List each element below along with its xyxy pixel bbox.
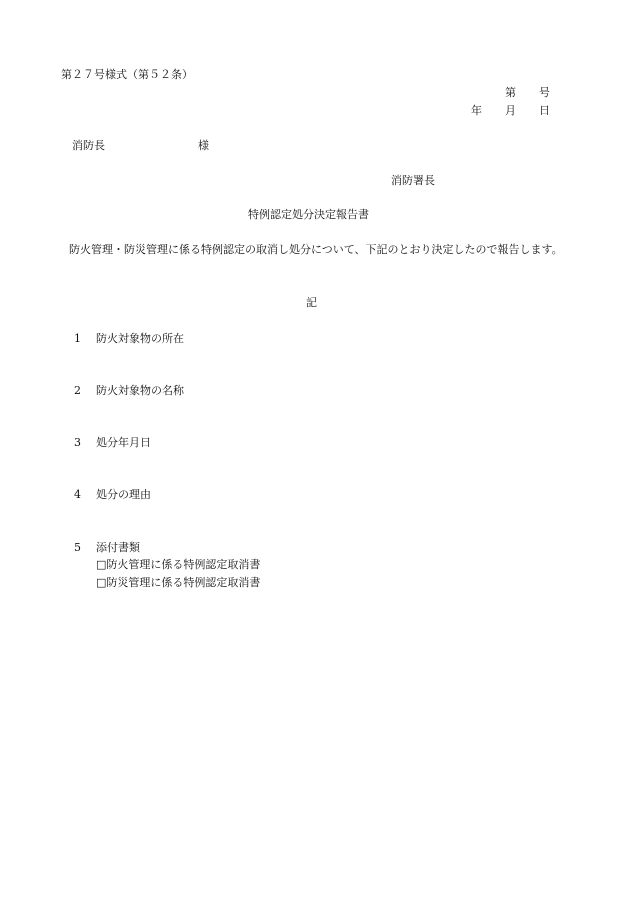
item-1-label: 防火対象物の所在 <box>96 332 184 345</box>
document-title: 特例認定処分決定報告書 <box>248 208 369 221</box>
item-4-label: 処分の理由 <box>96 488 151 501</box>
addressee-honorific: 様 <box>198 139 209 152</box>
sender-title: 消防署長 <box>391 174 435 187</box>
date-day: 日 <box>539 104 550 117</box>
item-2-number: 2 <box>74 384 81 397</box>
attachment-item: □防火管理に係る特例認定取消書 <box>96 558 261 571</box>
attachment-item: □防災管理に係る特例認定取消書 <box>96 576 261 589</box>
item-1-number: 1 <box>74 332 81 345</box>
doc-number-suffix: 号 <box>539 86 550 99</box>
item-3-number: 3 <box>74 436 81 449</box>
item-2-label: 防火対象物の名称 <box>96 384 184 397</box>
item-5-label: 添付書類 <box>96 541 140 554</box>
item-4-number: 4 <box>74 488 81 501</box>
ki-heading: 記 <box>306 296 317 309</box>
date-year: 年 <box>471 104 482 117</box>
item-3-label: 処分年月日 <box>96 436 151 449</box>
date-month: 月 <box>505 104 516 117</box>
form-number: 第２７号様式（第５２条） <box>61 68 193 81</box>
body-text: 防火管理・防災管理に係る特例認定の取消し処分について、下記のとおり決定したので報告します。 <box>69 243 563 256</box>
doc-number-prefix: 第 <box>505 86 516 99</box>
addressee-title: 消防長 <box>72 139 105 152</box>
item-5-number: 5 <box>74 541 81 554</box>
